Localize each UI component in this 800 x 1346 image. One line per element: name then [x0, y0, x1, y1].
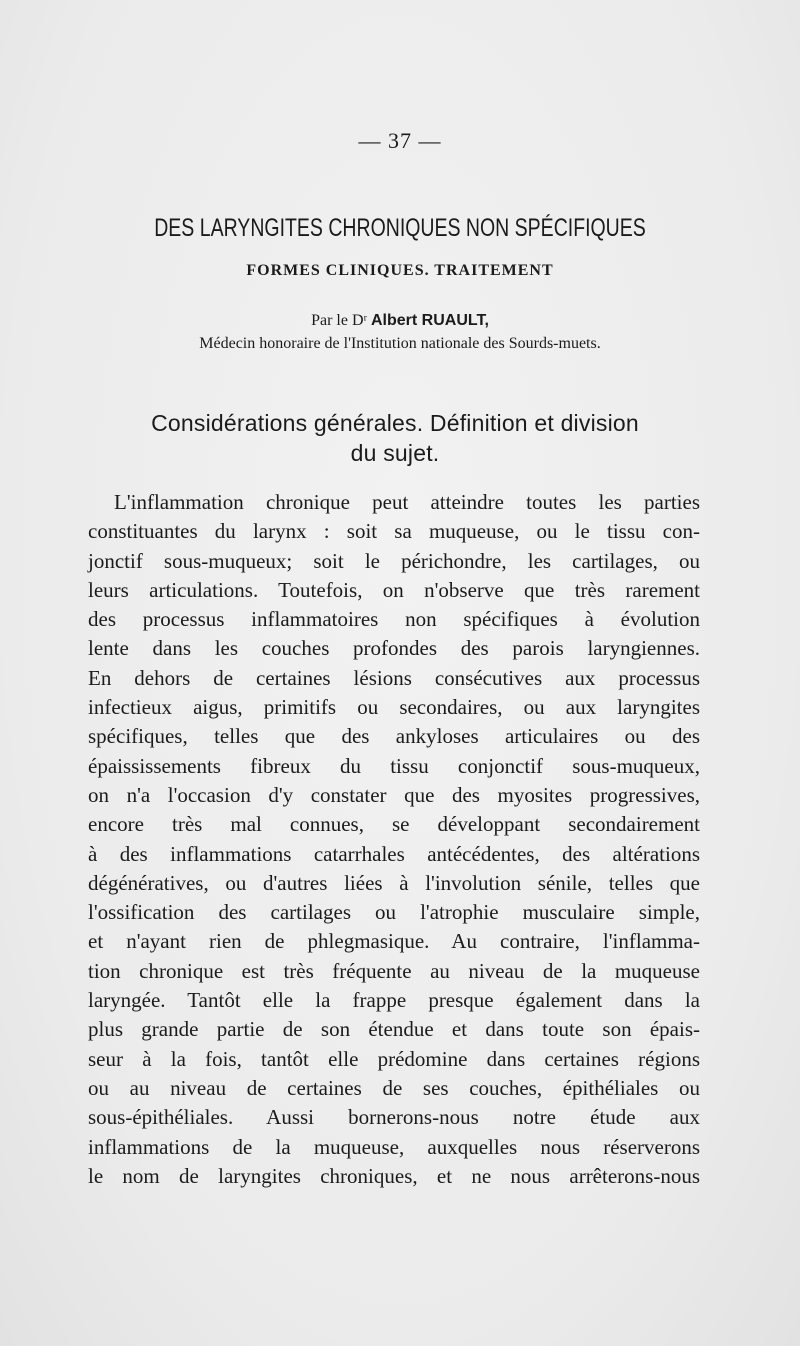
body-line: plus grande partie de son étendue et dans toute son épais-	[88, 1017, 700, 1042]
body-line: encore très mal connues, se développant secondairement	[88, 812, 700, 837]
body-line: et n'ayant rien de phlegmasique. Au contraire, l'inflamma-	[88, 929, 700, 954]
author-name: Albert RUAULT,	[370, 312, 489, 329]
body-line: jonctif sous-muqueux; soit le périchondre, les cartilages, ou	[88, 548, 700, 573]
body-line: seur à la fois, tantôt elle prédomine dans certaines régions	[88, 1046, 700, 1071]
body-line: infectieux aigus, primitifs ou secondaires, ou aux laryngites	[88, 695, 700, 720]
body-line: le nom de laryngites chroniques, et ne nous arrêterons-nous	[88, 1163, 700, 1188]
article-title: DES LARYNGITES CHRONIQUES NON SPÉCIFIQUES	[154, 214, 646, 242]
section-heading-line: du sujet.	[350, 440, 440, 466]
body-line: inflammations de la muqueuse, auxquelles nous réserverons	[88, 1134, 700, 1159]
body-line: leurs articulations. Toutefois, on n'observe que très rarement	[88, 577, 700, 602]
body-line: épaississements fibreux du tissu conjonctif sous-muqueux,	[88, 753, 700, 778]
body-line: dégénératives, ou d'autres liées à l'involution sénile, telles que	[88, 870, 700, 895]
section-heading	[88, 408, 702, 468]
author-affiliation: Médecin honoraire de l'Institution nationale des Sourds-muets.	[199, 335, 601, 352]
body-line: on n'a l'occasion d'y constater que des myosites progressives,	[88, 782, 700, 807]
body-line: laryngée. Tantôt elle la frappe presque également dans la	[88, 988, 700, 1013]
body-line: ou au niveau de certaines de ses couches, épithéliales ou	[88, 1075, 700, 1100]
body-line: sous-épithéliales. Aussi bornerons-nous notre étude aux	[88, 1105, 700, 1130]
body-line: l'ossification des cartilages ou l'atrophie musculaire simple,	[88, 900, 700, 925]
body-line: constituantes du larynx : soit sa muqueuse, ou le tissu con-	[88, 519, 700, 544]
article-subtitle: FORMES CLINIQUES. TRAITEMENT	[246, 262, 554, 279]
author-line	[0, 312, 800, 330]
body-line: En dehors de certaines lésions consécutives aux processus	[88, 665, 700, 690]
section-heading-line: Considérations générales. Définition et division	[151, 410, 639, 436]
body-line: lente dans les couches profondes des parois laryngiennes.	[88, 636, 700, 661]
body-line: L'inflammation chronique peut atteindre toutes les parties	[114, 490, 700, 514]
body-line: à des inflammations catarrhales antécédentes, des altérations	[88, 841, 700, 866]
body-paragraph	[88, 488, 700, 1191]
body-line: des processus inflammatoires non spécifiques à évolution	[88, 607, 700, 632]
body-line: tion chronique est très fréquente au niveau de la muqueuse	[88, 958, 700, 983]
page-number: — 37 —	[358, 128, 442, 153]
author-prefix: Par le Dʳ	[311, 312, 371, 329]
body-line: spécifiques, telles que des ankyloses articulaires ou des	[88, 724, 700, 749]
